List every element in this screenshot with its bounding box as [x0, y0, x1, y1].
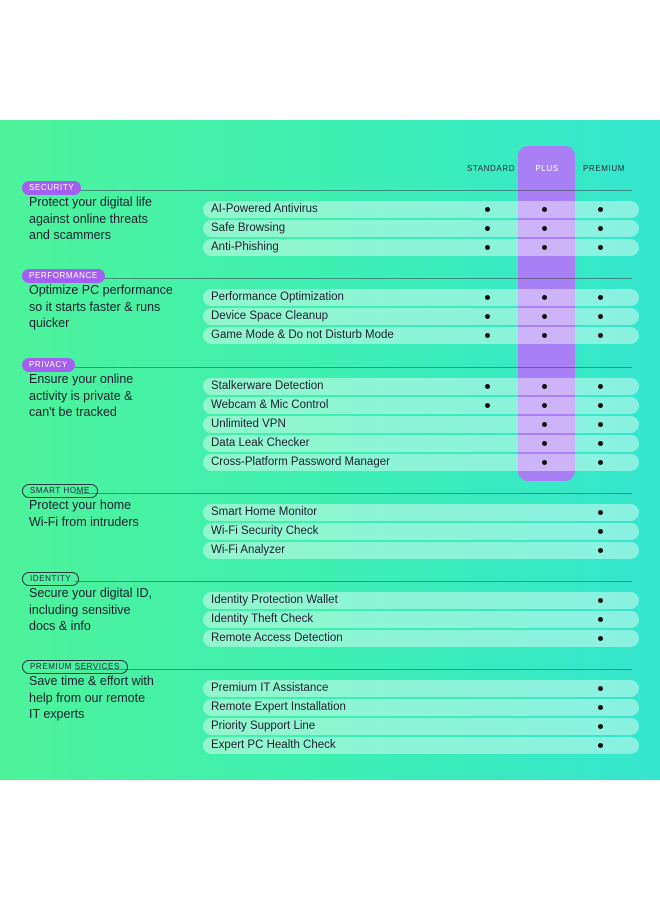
section-label: PRIVACY [22, 358, 75, 372]
feature-name: Remote Expert Installation [211, 701, 346, 713]
section-divider [75, 190, 632, 191]
included-dot-plus [542, 422, 547, 427]
section-divider [75, 493, 632, 494]
feature-name: Identity Protection Wallet [211, 594, 338, 606]
description-line: quicker [29, 316, 70, 330]
feature-name: AI-Powered Antivirus [211, 203, 318, 215]
section-label: SECURITY [22, 181, 81, 195]
included-dot-standard [485, 333, 490, 338]
feature-row [203, 327, 639, 344]
included-dot-plus [542, 295, 547, 300]
section-divider [75, 367, 632, 368]
included-dot-plus [542, 384, 547, 389]
description-line: including sensitive [29, 602, 131, 617]
feature-name: Wi-Fi Security Check [211, 525, 319, 537]
description-line: Protect your digital life [29, 195, 152, 209]
feature-name: Device Space Cleanup [211, 310, 328, 322]
feature-name: Expert PC Health Check [211, 739, 336, 751]
feature-row [203, 201, 639, 218]
included-dot-plus [542, 460, 547, 465]
included-dot-premium [598, 460, 603, 465]
section-label: SMART HOME [22, 484, 98, 498]
column-header-plus: PLUS [535, 164, 559, 173]
description-line: Ensure your online [29, 372, 134, 386]
included-dot-plus [542, 207, 547, 212]
description-line: against online threats [29, 211, 148, 226]
section-label: IDENTITY [22, 572, 79, 586]
feature-row [203, 397, 639, 414]
description-line: docs & info [29, 619, 91, 633]
description-line: can't be tracked [29, 405, 117, 419]
included-dot-standard [485, 295, 490, 300]
feature-row [203, 611, 639, 628]
included-dot-standard [485, 403, 490, 408]
feature-name: Identity Theft Check [211, 613, 314, 625]
included-dot-premium [598, 636, 603, 641]
included-dot-premium [598, 333, 603, 338]
feature-row [203, 454, 639, 471]
included-dot-premium [598, 441, 603, 446]
included-dot-premium [598, 510, 603, 515]
description-line: Wi-Fi from intruders [29, 514, 139, 529]
feature-name: Webcam & Mic Control [211, 399, 329, 411]
included-dot-standard [485, 314, 490, 319]
feature-name: Premium IT Assistance [211, 682, 329, 694]
included-dot-plus [542, 245, 547, 250]
column-header-standard: STANDARD [466, 164, 516, 173]
feature-name: Game Mode & Do not Disturb Mode [211, 329, 394, 341]
section-divider [75, 278, 632, 279]
feature-row [203, 220, 639, 237]
feature-row [203, 435, 639, 452]
feature-row [203, 504, 639, 521]
feature-row [203, 718, 639, 735]
included-dot-standard [485, 207, 490, 212]
included-dot-plus [542, 226, 547, 231]
section-label: PERFORMANCE [22, 269, 105, 283]
feature-row [203, 289, 639, 306]
description-line: Protect your home [29, 498, 132, 512]
included-dot-premium [598, 743, 603, 748]
included-dot-standard [485, 245, 490, 250]
included-dot-premium [598, 245, 603, 250]
section-description [29, 585, 199, 635]
description-line: Secure your digital ID, [29, 586, 152, 600]
feature-row [203, 523, 639, 540]
included-dot-premium [598, 686, 603, 691]
included-dot-premium [598, 548, 603, 553]
included-dot-premium [598, 207, 603, 212]
included-dot-premium [598, 314, 603, 319]
included-dot-premium [598, 529, 603, 534]
section-description [29, 673, 199, 723]
included-dot-premium [598, 384, 603, 389]
feature-row [203, 680, 639, 697]
feature-name: Priority Support Line [211, 720, 316, 732]
feature-row [203, 737, 639, 754]
feature-row [203, 699, 639, 716]
description-line: help from our remote [29, 690, 146, 705]
included-dot-premium [598, 724, 603, 729]
description-line: activity is private & [29, 388, 133, 403]
section-divider [75, 669, 632, 670]
feature-row [203, 592, 639, 609]
description-line: IT experts [29, 707, 85, 721]
feature-name: Anti-Phishing [211, 241, 279, 253]
section-description [29, 194, 199, 244]
feature-name: Wi-Fi Analyzer [211, 544, 286, 556]
section-label: PREMIUM SERVICES [22, 660, 128, 674]
description-line: so it starts faster & runs [29, 299, 161, 314]
feature-row [203, 378, 639, 395]
description-line: Save time & effort with [29, 674, 154, 688]
included-dot-premium [598, 226, 603, 231]
feature-name: Remote Access Detection [211, 632, 343, 644]
feature-row [203, 239, 639, 256]
feature-name: Stalkerware Detection [211, 380, 324, 392]
feature-row [203, 416, 639, 433]
feature-name: Unlimited VPN [211, 418, 286, 430]
comparison-card [0, 120, 660, 780]
feature-row [203, 308, 639, 325]
included-dot-standard [485, 226, 490, 231]
included-dot-standard [485, 384, 490, 389]
description-line: Optimize PC performance [29, 283, 173, 297]
included-dot-plus [542, 403, 547, 408]
description-line: and scammers [29, 228, 111, 242]
included-dot-plus [542, 441, 547, 446]
included-dot-premium [598, 598, 603, 603]
section-description [29, 371, 199, 421]
section-description [29, 497, 199, 530]
feature-name: Smart Home Monitor [211, 506, 318, 518]
feature-row [203, 542, 639, 559]
feature-name: Safe Browsing [211, 222, 286, 234]
included-dot-premium [598, 617, 603, 622]
feature-name: Performance Optimization [211, 291, 344, 303]
section-divider [75, 581, 632, 582]
feature-name: Cross-Platform Password Manager [211, 456, 390, 468]
included-dot-plus [542, 333, 547, 338]
feature-name: Data Leak Checker [211, 437, 310, 449]
feature-row [203, 630, 639, 647]
included-dot-premium [598, 705, 603, 710]
section-description [29, 282, 199, 332]
column-header-premium: PREMIUM [583, 164, 625, 173]
included-dot-premium [598, 422, 603, 427]
included-dot-premium [598, 295, 603, 300]
included-dot-plus [542, 314, 547, 319]
included-dot-premium [598, 403, 603, 408]
